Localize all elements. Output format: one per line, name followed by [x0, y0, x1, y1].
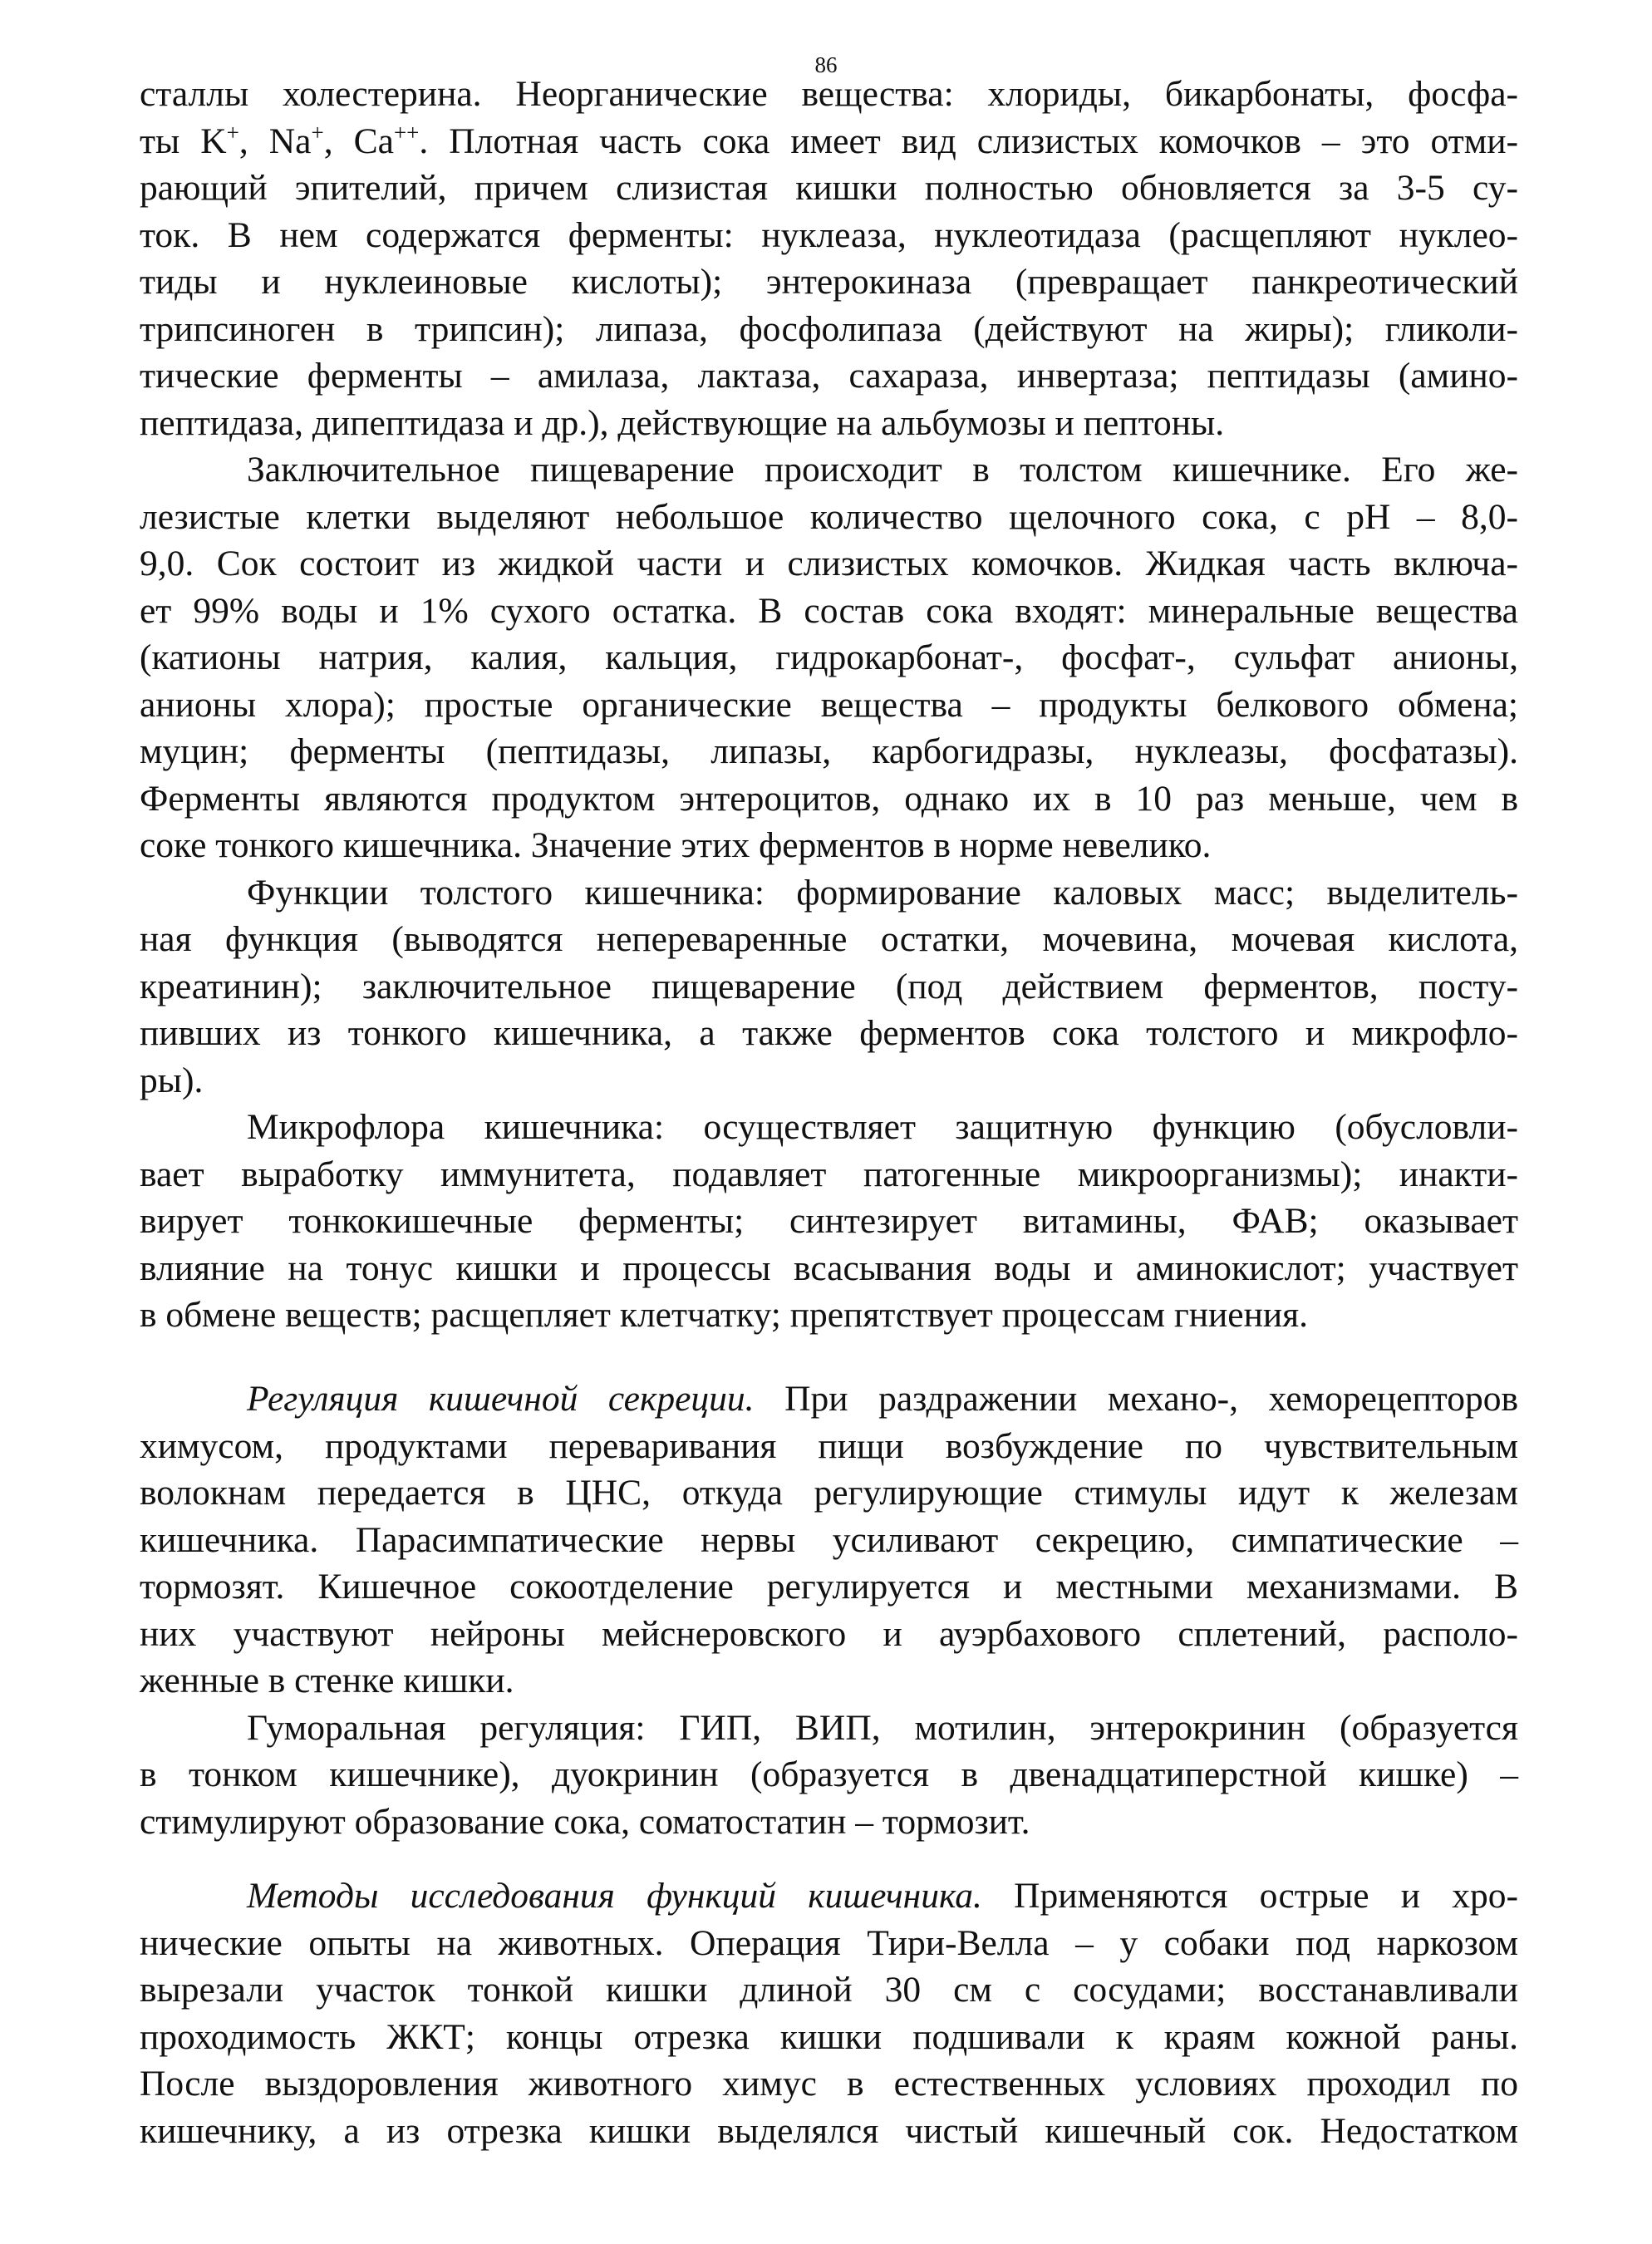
text-line: влияние на тонус кишки и процессы всасывания воды и аминокислот; участвует [140, 1247, 1518, 1288]
text-line: них участвуют нейроны мейснеровского и ауэрбахового сплетений, располо- [140, 1613, 1518, 1654]
text-line: лезистые клетки выделяют небольшое количество щелочного сока, с pH – 8,0- [140, 496, 1518, 537]
text-line: ток. В нем содержатся ферменты: нуклеаза, нуклеотидаза (расщепляют нуклео- [140, 214, 1518, 255]
text-line: тические ферменты – амилаза, лактаза, сахараза, инвертаза; пептидазы (амино- [140, 356, 1518, 396]
text-line: в обмене веществ; расщепляет клетчатку; препятствует процессам гниения. [140, 1295, 1309, 1335]
text-line: пивших из тонкого кишечника, а также ферментов сока толстого и микрофло- [140, 1013, 1518, 1053]
text-line: ет 99% воды и 1% сухого остатка. В состав сока входят: минеральные вещества [140, 590, 1518, 631]
page-number: 86 [814, 52, 838, 77]
paragraph-start: Гуморальная регуляция: ГИП, ВИП, мотилин, энтерокринин (образуется [247, 1707, 1518, 1748]
section-heading: Регуляция кишечной секреции. [247, 1379, 755, 1419]
text-line: анионы хлора); простые органические вещества – продукты белкового обмена; [140, 684, 1518, 725]
text-line: соке тонкого кишечника. Значение этих ферментов в норме невелико. [140, 825, 1212, 865]
text-line: вает выработку иммунитета, подавляет патогенные микроорганизмы); инакти- [140, 1154, 1518, 1194]
text-line: После выздоровления животного химус в естественных условиях проходил по [140, 2064, 1518, 2104]
text-line: волокнам передается в ЦНС, откуда регулирующие стимулы идут к железам [140, 1473, 1518, 1513]
text-line: стимулируют образование сока, соматостатин – тормозит. [140, 1801, 1030, 1842]
text-line: кишечнику, а из отрезка кишки выделялся чистый кишечный сок. Недостатком [140, 2110, 1518, 2151]
paragraph-start: Функции толстого кишечника: формирование каловых масс; выделитель- [247, 872, 1518, 913]
text-line: муцин; ферменты (пептидазы, липазы, карбогидразы, нуклеазы, фосфатазы). [140, 731, 1518, 771]
text-line: тиды и нуклеиновые кислоты); энтерокиназа (превращает панкреотический [140, 262, 1518, 302]
text-line: 9,0. Сок состоит из жидкой части и слизистых комочков. Жидкая часть включа- [140, 544, 1518, 583]
text-line: креатинин); заключительное пищеварение (под действием ферментов, посту- [140, 966, 1518, 1006]
section-heading-line: Регуляция кишечной секреции. При раздражении механо-, хеморецепторов [247, 1379, 1518, 1419]
text-line: нические опыты на животных. Операция Тири-Велла – у собаки под наркозом [140, 1922, 1518, 1963]
text-line: проходимость ЖКТ; концы отрезка кишки подшивали к краям кожной раны. [140, 2016, 1518, 2057]
section-heading: Методы исследования функций кишечника. [247, 1876, 982, 1916]
text-block-intestinal-juice [140, 71, 1518, 1339]
text-line: рающий эпителий, причем слизистая кишки полностью обновляется за 3-5 су- [140, 168, 1518, 208]
text-line: тормозят. Кишечное сокоотделение регулируется и местными механизмами. В [140, 1567, 1518, 1607]
superscript: ++ [393, 120, 420, 145]
paragraph-start: Микрофлора кишечника: осуществляет защитную функцию (обусловли- [247, 1107, 1518, 1147]
text-line: трипсиноген в трипсин); липаза, фосфолипаза (действуют на жиры); гликоли- [140, 308, 1518, 349]
text-line-ions: ты K+, Na+, Ca++. Плотная часть сока имеет вид слизистых комочков – это отми- [140, 120, 1518, 161]
text-line: вирует тонкокишечные ферменты; синтезирует витамины, ФАВ; оказывает [140, 1201, 1518, 1241]
text-line: сталлы холестерина. Неорганические вещества: хлориды, бикарбонаты, фосфа- [140, 74, 1518, 114]
superscript: + [226, 120, 239, 145]
text-line: женные в стенке кишки. [140, 1661, 514, 1700]
text-block-research-methods [140, 1872, 1518, 2154]
paragraph-start: Заключительное пищеварение происходит в толстом кишечнике. Его же- [247, 450, 1518, 490]
text-line: пептидаза, дипептидаза и др.), действующие на альбумозы и пептоны. [140, 402, 1225, 443]
superscript: + [311, 120, 324, 145]
text-line: ная функция (выводятся непереваренные остатки, мочевина, мочевая кислота, [140, 919, 1518, 959]
text-block-secretion-regulation [140, 1375, 1518, 1845]
text-line: кишечника. Парасимпатические нервы усиливают секрецию, симпатические – [140, 1519, 1518, 1560]
text-line: в тонком кишечнике), дуокринин (образуется в двенадцатиперстной кишке) – [140, 1754, 1518, 1794]
text-line: (катионы натрия, калия, кальция, гидрокарбонат-, фосфат-, сульфат анионы, [140, 637, 1518, 677]
text-line: химусом, продуктами переваривания пищи возбуждение по чувствительным [140, 1425, 1518, 1466]
text-line: вырезали участок тонкой кишки длиной 30 см с сосудами; восстанавливали [140, 1970, 1518, 2010]
text-line: Ферменты являются продуктом энтероцитов, однако их в 10 раз меньше, чем в [140, 778, 1518, 819]
section-heading-line: Методы исследования функций кишечника. Применяются острые и хро- [247, 1876, 1518, 1916]
text-line: ры). [140, 1060, 204, 1100]
